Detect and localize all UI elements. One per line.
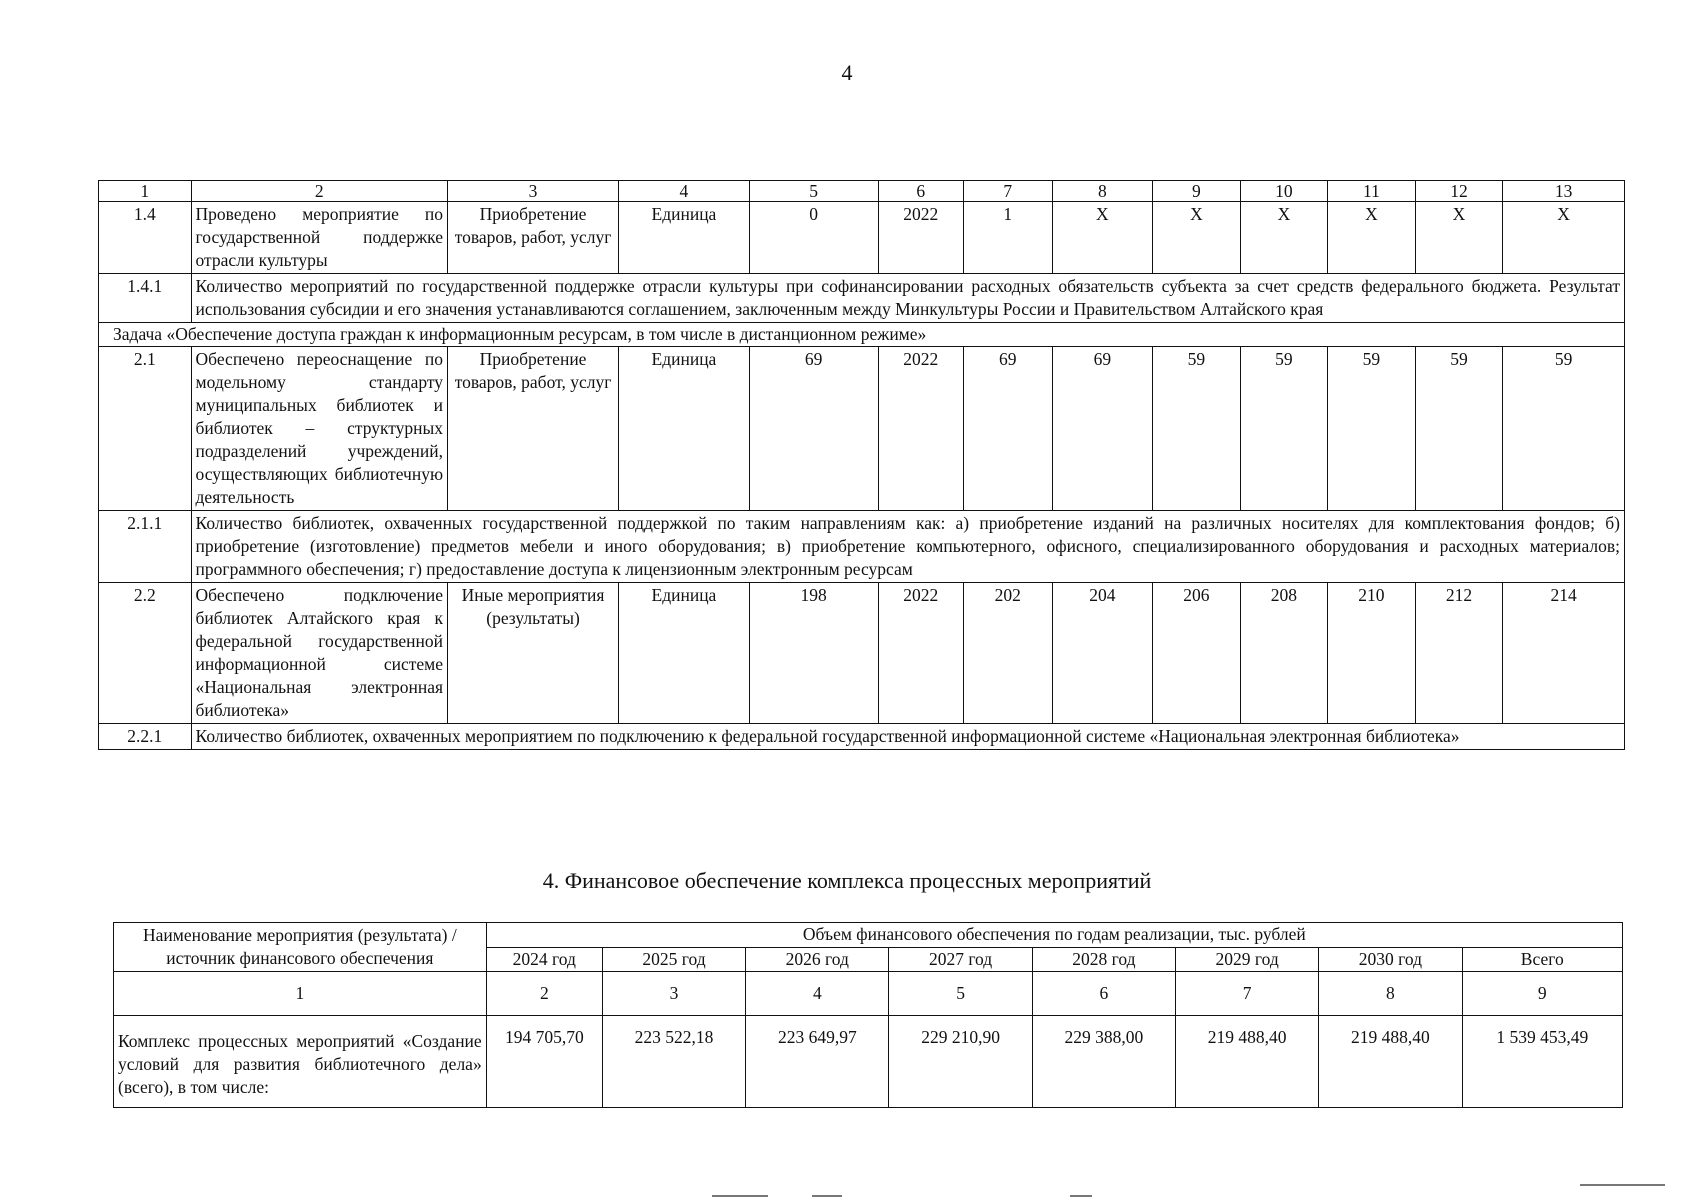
scan-artifact (1070, 1195, 1092, 1197)
row-value: X (1415, 202, 1503, 274)
row-value: 229 388,00 (1032, 1016, 1175, 1108)
name-source-header: Наименование мероприятия (результата) / источник финансового обеспечения (114, 923, 487, 972)
row-base: 69 (749, 347, 878, 511)
note-text: Количество мероприятий по государственной поддержке отрасли культуры при софинансировании расходных обязательств субъекта за счет средств федерального бюджета. Результат использования субсидии и его значения устанавливаются соглашением, заключенным между Минкультуры России и Правительством Алтайского края (191, 274, 1624, 323)
row-value: X (1240, 202, 1328, 274)
note-row (99, 274, 1625, 323)
row-value: 1 (964, 202, 1053, 274)
year-header: 2026 год (746, 947, 889, 972)
col-number: 7 (964, 181, 1053, 202)
task-text: Задача «Обеспечение доступа граждан к информационным ресурсам, в том числе в дистанционном режиме» (99, 323, 1625, 347)
financing-volume-header: Объем финансового обеспечения по годам реализации, тыс. рублей (486, 923, 1622, 948)
col-number: 13 (1503, 181, 1625, 202)
table-row (99, 347, 1625, 511)
row-value: 212 (1415, 583, 1503, 724)
year-header: 2029 год (1175, 947, 1318, 972)
col-number: 10 (1240, 181, 1328, 202)
col-number: 3 (448, 181, 619, 202)
row-value: 69 (964, 347, 1053, 511)
year-header: 2025 год (602, 947, 745, 972)
table-row (99, 202, 1625, 274)
row-value: X (1328, 202, 1416, 274)
col-number: 2 (486, 972, 602, 1016)
financing-table (113, 922, 1623, 1108)
table-row (99, 583, 1625, 724)
row-value: 223 522,18 (602, 1016, 745, 1108)
col-number: 6 (878, 181, 964, 202)
col-number: 3 (602, 972, 745, 1016)
row-type: Иные мероприятия (результаты) (448, 583, 619, 724)
row-name: Комплекс процессных мероприятий «Создание условий для развития библиотечного дела» (всего), в том числе: (114, 1016, 487, 1108)
row-year: 2022 (878, 202, 964, 274)
row-name: Обеспечено переоснащение по модельному стандарту муниципальных библиотек и библиотек – структурных подразделений учреждений, осуществляющих библиотечную деятельность (191, 347, 448, 511)
row-value: 59 (1240, 347, 1328, 511)
row-unit: Единица (619, 347, 750, 511)
row-type: Приобретение товаров, работ, услуг (448, 347, 619, 511)
col-number: 5 (889, 972, 1032, 1016)
row-type: Приобретение товаров, работ, услуг (448, 202, 619, 274)
row-value: 69 (1052, 347, 1153, 511)
column-numbers-row (114, 972, 1623, 1016)
financing-header-row (114, 923, 1623, 948)
row-name: Обеспечено подключение библиотек Алтайского края к федеральной государственной информационной системе «Национальная электронная библиотека» (191, 583, 448, 724)
row-year: 2022 (878, 583, 964, 724)
year-header: 2024 год (486, 947, 602, 972)
row-id: 2.1 (99, 347, 192, 511)
note-id: 1.4.1 (99, 274, 192, 323)
note-text: Количество библиотек, охваченных мероприятием по подключению к федеральной государственной информационной системе «Национальная электронная библиотека» (191, 724, 1624, 750)
col-number: 7 (1175, 972, 1318, 1016)
row-value: 59 (1415, 347, 1503, 511)
scan-artifact (1580, 1184, 1665, 1186)
year-header: 2028 год (1032, 947, 1175, 972)
note-text: Количество библиотек, охваченных государственной поддержкой по таким направлениям как: а) приобретение изданий на различных носителях для комплектования фондов; б) приобретение (изготовление) предметов мебели и иного оборудования; в) приобретение компьютерного, офисного, специализированного оборудования и расходных материалов; программного обеспечения; г) предоставление доступа к лицензионным электронным ресурсам (191, 511, 1624, 583)
row-value: 214 (1503, 583, 1625, 724)
year-header: 2030 год (1319, 947, 1462, 972)
row-value: 210 (1328, 583, 1416, 724)
col-number: 4 (746, 972, 889, 1016)
page-number: 4 (841, 60, 853, 85)
note-row (99, 511, 1625, 583)
table-row (114, 1016, 1623, 1108)
row-base: 198 (749, 583, 878, 724)
col-number: 9 (1153, 181, 1241, 202)
note-id: 2.2.1 (99, 724, 192, 750)
row-value: 202 (964, 583, 1053, 724)
col-number: 8 (1052, 181, 1153, 202)
col-number: 6 (1032, 972, 1175, 1016)
row-year: 2022 (878, 347, 964, 511)
row-base: 0 (749, 202, 878, 274)
col-number: 5 (749, 181, 878, 202)
column-numbers-row (99, 181, 1625, 202)
scan-artifact (812, 1195, 842, 1197)
total-header: Всего (1462, 947, 1622, 972)
row-value: X (1052, 202, 1153, 274)
col-number: 1 (99, 181, 192, 202)
note-id: 2.1.1 (99, 511, 192, 583)
col-number: 1 (114, 972, 487, 1016)
row-value: 59 (1503, 347, 1625, 511)
row-value: 219 488,40 (1175, 1016, 1318, 1108)
row-value: X (1153, 202, 1241, 274)
row-value: 194 705,70 (486, 1016, 602, 1108)
col-number: 12 (1415, 181, 1503, 202)
row-unit: Единица (619, 202, 750, 274)
row-unit: Единица (619, 583, 750, 724)
col-number: 11 (1328, 181, 1416, 202)
row-value: 206 (1153, 583, 1241, 724)
row-value: 208 (1240, 583, 1328, 724)
row-value: 59 (1328, 347, 1416, 511)
row-name: Проведено мероприятие по государственной поддержке отрасли культуры (191, 202, 448, 274)
row-id: 1.4 (99, 202, 192, 274)
col-number: 9 (1462, 972, 1622, 1016)
note-row (99, 724, 1625, 750)
row-value: 204 (1052, 583, 1153, 724)
col-number: 4 (619, 181, 750, 202)
row-total: 1 539 453,49 (1462, 1016, 1622, 1108)
year-header: 2027 год (889, 947, 1032, 972)
col-number: 8 (1319, 972, 1462, 1016)
row-value: 219 488,40 (1319, 1016, 1462, 1108)
row-value: 59 (1153, 347, 1241, 511)
row-value: 223 649,97 (746, 1016, 889, 1108)
row-id: 2.2 (99, 583, 192, 724)
section-title: 4. Финансовое обеспечение комплекса процессных мероприятий (542, 868, 1152, 893)
scan-artifact (712, 1195, 768, 1197)
row-value: X (1503, 202, 1625, 274)
task-row (99, 323, 1625, 347)
col-number: 2 (191, 181, 448, 202)
row-value: 229 210,90 (889, 1016, 1032, 1108)
indicators-table (98, 180, 1625, 750)
